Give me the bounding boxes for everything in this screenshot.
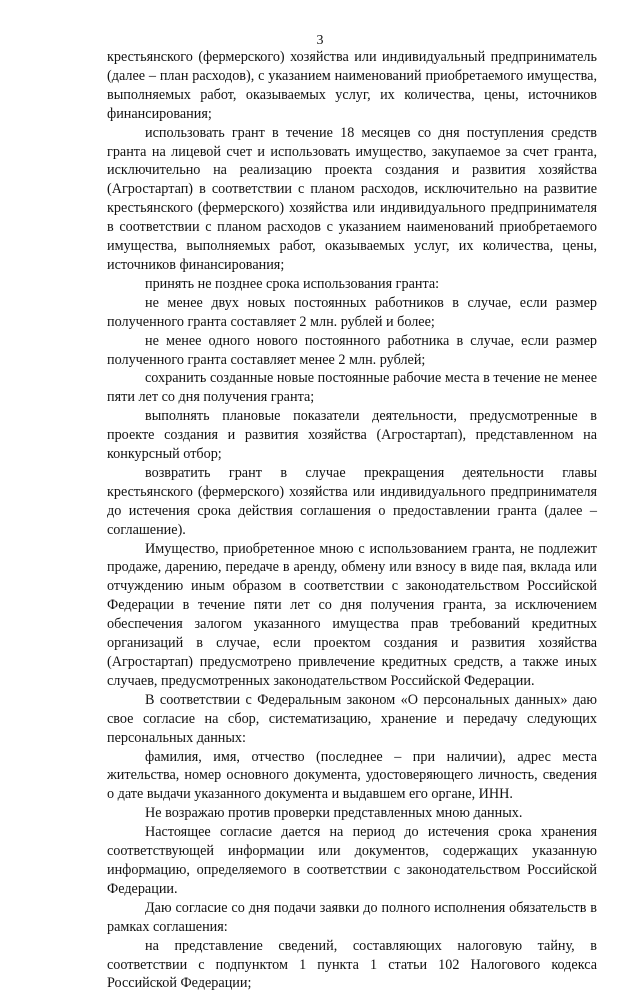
paragraph-consent-period: Настоящее согласие дается на период до истечения срока хранения соответствующей информации или документов, содержащих указанную информацию, определяемого в соответствии с законодательством Российской Федерации. (107, 824, 597, 897)
paragraph-return-grant: возвратить грант в случае прекращения деятельности главы крестьянского (фермерского) хозяйства или индивидуального предпринимателя до истечения срока действия соглашения о предоставлении гранта (далее – соглашение). (107, 464, 597, 538)
paragraph-tax-secret: на представление сведений, составляющих налоговую тайну, в соответствии с подпунктом 1 пункта 1 статьи 102 Налогового кодекса Российской Федерации; (107, 937, 597, 992)
paragraph-personal-data-consent: В соответствии с Федеральным законом «О персональных данных» даю свое согласие на сбор, систематизацию, хранение и передачу следующих персональных данных: (107, 691, 597, 746)
paragraph-use-grant: использовать грант в течение 18 месяцев со дня поступления средств гранта на лицевой счет и использовать имущество, закупаемое за счет гранта, исключительно на реализацию проекта создания и развития хозяйства (Агростартап) в соответствии с планом расходов, исключительно на развитие крестьянского (фермерского) хозяйства или индивидуального предпринимателя в соответствии с планом расходов с указанием наименований приобретаемого имущества, выполняемых работ, оказываемых услуг, их количества, цены, источников финансирования; (107, 124, 597, 273)
paragraph-consent-scope: Даю согласие со дня подачи заявки до полного исполнения обязательств в рамках соглашения: (107, 899, 597, 935)
paragraph-no-objection: Не возражаю против проверки представленных мною данных. (145, 805, 523, 822)
paragraph-one-worker: не менее одного нового постоянного работника в случае, если размер полученного гранта составляет менее 2 млн. рублей; (107, 332, 597, 368)
paragraph-two-workers: не менее двух новых постоянных работников в случае, если размер полученного гранта составляет 2 млн. рублей и более; (107, 294, 597, 330)
document-body (107, 48, 597, 993)
paragraph-keep-jobs: сохранить созданные новые постоянные рабочие места в течение не менее пяти лет со дня получения гранта; (107, 370, 597, 406)
paragraph-plan-continuation: крестьянского (фермерского) хозяйства или индивидуальный предприниматель (далее – план расходов), с указанием наименований приобретаемого имущества, выполняемых работ, оказываемых услуг, их количества, цены, источников финансирования; (107, 49, 597, 122)
paragraph-hire-intro: принять не позднее срока использования гранта: (145, 275, 440, 292)
paragraph-plan-indicators: выполнять плановые показатели деятельности, предусмотренные в проекте создания и развития хозяйства (Агростартап), представленном на конкурсный отбор; (107, 408, 597, 463)
paragraph-personal-data-list: фамилия, имя, отчество (последнее – при наличии), адрес места жительства, номер основного документа, удостоверяющего личность, сведения о дате выдачи указанного документа и выдавшем его органе, ИНН. (107, 748, 597, 803)
paragraph-property-restriction: Имущество, приобретенное мною с использованием гранта, не подлежит продаже, дарению, передаче в аренду, обмену или взносу в виде пая, вклада или отчуждению иным образом в соответствии с законодательством Российской Федерации в течение пяти лет со дня получения гранта, за исключением обеспечения залогом указанного имущества прав требований кредитных организаций в случае, если проектом создания и развития хозяйства (Агростартап) предусмотрено привлечение кредитных средств, а также иных случаев, предусмотренных законодательством Российской Федерации. (107, 540, 597, 689)
page-number: 3 (316, 33, 324, 48)
